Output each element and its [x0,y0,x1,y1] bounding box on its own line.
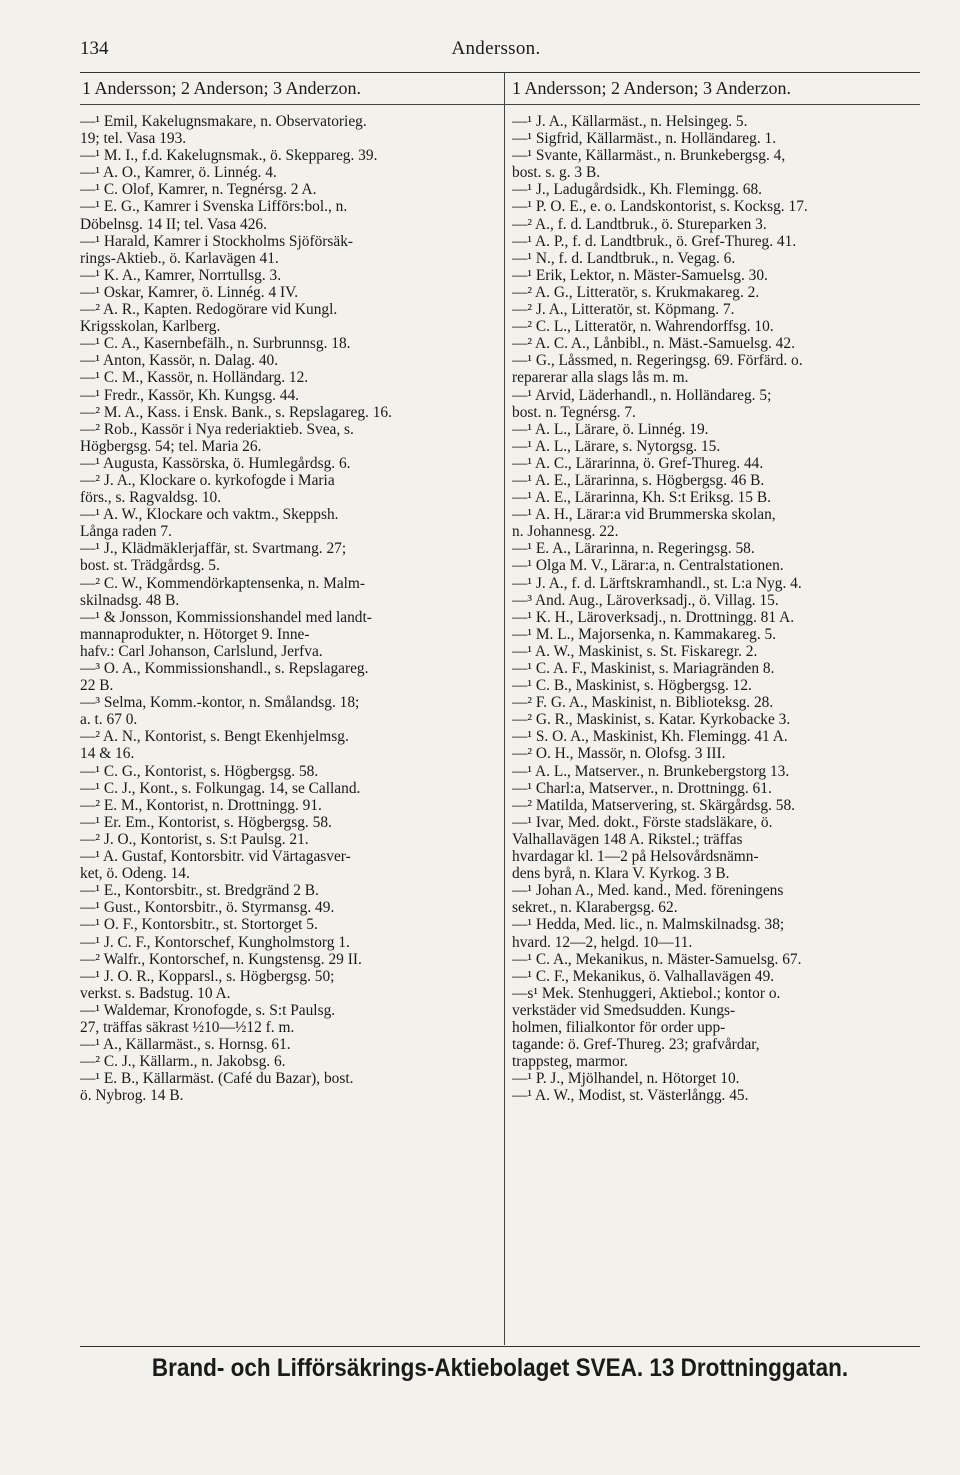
directory-entry-line: —¹ A. C., Lärarinna, ö. Gref-Thureg. 44. [512,454,764,472]
column-divider [504,73,505,1345]
directory-entry-line: —¹ K. A., Kamrer, Norrtullsg. 3. [80,266,282,284]
directory-entry-line: —¹ Anton, Kassör, n. Dalag. 40. [80,352,279,370]
directory-entry-line: verkstäder vid Smedsudden. Kungs- [512,1001,736,1019]
directory-entry-line: —¹ J. C. F., Kontorschef, Kungholmstorg 1. [80,933,350,951]
directory-entry-line: Döbelnsg. 14 II; tel. Vasa 426. [80,215,267,233]
directory-entry-line: —¹ O. F., Kontorsbitr., st. Stortorget 5. [80,916,318,934]
directory-entry-line: holmen, filialkontor för order upp- [512,1018,726,1036]
directory-entry-line: Krigsskolan, Karlberg. [80,318,221,336]
directory-entry-line: hvard. 12—2, helgd. 10—11. [512,933,693,951]
directory-entry-line: —² G. R., Maskinist, s. Katar. Kyrkobacke 3. [512,711,791,729]
directory-entry-line: —¹ Sigfrid, Källarmäst., n. Holländareg. 1. [512,130,777,148]
directory-entry-line: —¹ C. J., Kont., s. Folkungag. 14, se Calland. [80,779,361,797]
directory-entry-line: —¹ A., Källarmäst., s. Hornsg. 61. [80,1036,291,1054]
directory-entry-line: rings-Aktieb., ö. Karlavägen 41. [80,249,279,267]
directory-entry-line: —¹ Hedda, Med. lic., n. Malmskilnadsg. 38; [512,916,785,934]
directory-entry-line: förs., s. Ragvaldsg. 10. [80,489,222,507]
directory-entry-line: —² A. N., Kontorist, s. Bengt Ekenhjelmsg. [80,728,349,746]
directory-entry-line: 27, träffas säkrast ½10—½12 f. m. [80,1018,295,1036]
directory-entry-line: —¹ P. J., Mjölhandel, n. Hötorget 10. [512,1070,740,1088]
directory-entry-line: —¹ Emil, Kakelugnsmakare, n. Observatorieg. [80,113,367,130]
directory-entry-line: Valhallavägen 148 A. Rikstel.; träffas [512,830,743,848]
right-column [512,113,922,1104]
directory-entry-line: —¹ & Jonsson, Kommissionshandel med landt- [80,608,372,626]
directory-entry-line: reparerar alla slags lås m. m. [512,369,689,387]
directory-entry-line: —¹ Waldemar, Kronofogde, s. S:t Paulsg. [80,1001,336,1019]
directory-entry-line: —² Rob., Kassör i Nya rederiaktieb. Svea, s. [80,420,354,438]
directory-entry-line: dens byrå, n. Klara V. Kyrkog. 3 B. [512,865,730,883]
directory-entry-line: bost. s. g. 3 B. [512,164,601,182]
footer-rule [80,1346,920,1347]
directory-entry-line: bost. st. Trädgårdsg. 5. [80,557,220,575]
directory-entry-line: —² J. O., Kontorist, s. S:t Paulsg. 21. [80,830,309,848]
directory-entry-line: —¹ E. B., Källarmäst. (Café du Bazar), bost. [80,1070,354,1088]
directory-entry-line: —¹ Charl:a, Matserver., n. Drottningg. 61. [512,779,772,797]
directory-entry-line: —¹ Arvid, Läderhandl., n. Holländareg. 5; [512,386,772,404]
directory-entry-line: —¹ A. O., Kamrer, ö. Linnég. 4. [80,164,277,182]
directory-entry-line: —¹ A. H., Lärar:a vid Brummerska skolan, [512,506,776,524]
directory-entry-line: —² Matilda, Matservering, st. Skärgårdsg. 58. [512,796,796,814]
directory-entry-line: verkst. s. Badstug. 10 A. [80,984,231,1002]
directory-entry-line: —¹ S. O. A., Maskinist, Kh. Flemingg. 41 A. [512,728,788,746]
directory-entry-line: —² Walfr., Kontorschef, n. Kungstensg. 29 II. [80,950,362,968]
directory-entry-line: mannaprodukter, n. Hötorget 9. Inne- [80,625,310,643]
directory-entry-line: —¹ J., Klädmäklerjaffär, st. Svartmang. 27; [80,540,347,558]
running-head: Andersson. [451,38,541,59]
right-column-heading: 1 Andersson; 2 Anderson; 3 Anderzon. [512,78,791,98]
directory-entry-line: —¹ N., f. d. Landtbruk., n. Vegag. 6. [512,249,736,267]
directory-entry-line: —¹ C. Olof, Kamrer, n. Tegnérsg. 2 A. [80,181,317,199]
directory-entry-line: 19; tel. Vasa 193. [80,130,187,148]
directory-entry-line: —² O. H., Massör, n. Olofsg. 3 III. [512,745,726,763]
directory-entry-line: n. Johannesg. 22. [512,523,619,541]
directory-entry-line: —¹ E. A., Lärarinna, n. Regeringsg. 58. [512,540,755,558]
directory-entry-line: —¹ C. F., Mekanikus, ö. Valhallavägen 49. [512,967,775,985]
directory-entry-line: —¹ C. A. F., Maskinist, s. Mariagränden 8. [512,660,775,677]
directory-entry-line: skilnadsg. 48 B. [80,591,180,609]
header-rule [80,72,920,73]
directory-entry-line: —¹ K. H., Läroverksadj., n. Drottningg. 81 A. [512,608,795,626]
directory-entry-line: —² J. A., Klockare o. kyrkofogde i Maria [80,471,335,489]
directory-entry-line: ö. Nybrog. 14 B. [80,1087,184,1105]
directory-entry-line: 22 B. [80,677,114,695]
directory-entry-line: bost. n. Tegnérsg. 7. [512,403,636,421]
directory-entry-line: —¹ A. P., f. d. Landtbruk., ö. Gref-Thureg. 41. [512,232,797,250]
directory-entry-line: —¹ A. L., Lärare, s. Nytorgsg. 15. [512,437,721,455]
directory-entry-line: —¹ C. M., Kassör, n. Holländarg. 12. [80,369,309,387]
directory-entry-line: —¹ E. G., Kamrer i Svenska Lifförs:bol., n. [80,198,348,216]
left-column-heading: 1 Andersson; 2 Anderson; 3 Anderzon. [82,78,361,98]
directory-entry-line: —² A., f. d. Landtbruk., ö. Stureparken 3. [512,215,767,233]
directory-entry-line: 14 & 16. [80,745,135,763]
directory-entry-line: —¹ J., Ladugårdsidk., Kh. Flemingg. 68. [512,181,762,199]
directory-entry-line: —¹ Fredr., Kassör, Kh. Kungsg. 44. [80,386,300,404]
directory-entry-line: hafv.: Carl Johanson, Carlslund, Jerfva. [80,642,323,660]
directory-entry-line: —³ And. Aug., Läroverksadj., ö. Villag. 15. [512,591,779,609]
directory-entry-line: —¹ C. A., Kasernbefälh., n. Surbrunnsg. 18. [80,335,351,353]
directory-entry-line: sekret., n. Klarabergsg. 62. [512,899,678,917]
directory-entry-line: —² C. L., Litteratör, n. Wahrendorffsg. 10. [512,318,774,336]
page-number: 134 [80,38,109,59]
directory-entry-line: —¹ Svante, Källarmäst., n. Brunkebergsg. 4, [512,147,786,165]
left-column [80,113,500,1104]
directory-entry-line: ket, ö. Odeng. 14. [80,865,190,883]
directory-entry-line: —¹ Ivar, Med. dokt., Förste stadsläkare, ö. [512,813,773,831]
directory-entry-line: —¹ Augusta, Kassörska, ö. Humlegårdsg. 6. [80,454,351,472]
directory-entry-line: hvardagar kl. 1—2 på Helsovårdsnämn- [512,848,759,866]
directory-entry-line: —¹ J. O. R., Kopparsl., s. Högbergsg. 50; [80,967,335,985]
directory-entry-line: —¹ A. E., Lärarinna, Kh. S:t Eriksg. 15 B. [512,489,771,507]
directory-entry-line: —s¹ Mek. Stenhuggeri, Aktiebol.; kontor o. [512,984,781,1002]
directory-entry-line: —¹ A. W., Modist, st. Västerlångg. 45. [512,1087,749,1105]
directory-entry-line: —¹ C. G., Kontorist, s. Högbergsg. 58. [80,762,319,780]
directory-entry-line: —¹ P. O. E., e. o. Landskontorist, s. Kocksg. 17. [512,198,808,216]
directory-entry-line: —² J. A., Litteratör, st. Köpmang. 7. [512,301,735,319]
directory-entry-line: —¹ Oskar, Kamrer, ö. Linnég. 4 IV. [80,283,299,301]
directory-entry-line: —¹ G., Låssmed, n. Regeringsg. 69. Förfärd. o. [512,352,803,370]
directory-entry-line: —¹ A. W., Maskinist, s. St. Fiskaregr. 2. [512,642,758,660]
directory-entry-line: —² A. R., Kapten. Redogörare vid Kungl. [80,301,338,319]
directory-entry-line: —¹ A. L., Lärare, ö. Linnég. 19. [512,420,709,438]
directory-entry-line: —¹ M. I., f.d. Kakelugnsmak., ö. Skeppareg. 39. [80,147,378,165]
directory-entry-line: Långa raden 7. [80,523,172,541]
directory-entry-line: —¹ Gust., Kontorsbitr., ö. Styrmansg. 49. [80,899,335,917]
directory-entry-line: —¹ Olga M. V., Lärar:a, n. Centralstationen. [512,557,784,575]
directory-entry-line: —³ Selma, Komm.-kontor, n. Smålandsg. 18; [80,694,360,712]
directory-entry-line: —¹ Erik, Lektor, n. Mäster-Samuelsg. 30. [512,266,768,284]
directory-entry-line: —¹ E., Kontorsbitr., st. Bredgränd 2 B. [80,882,319,900]
directory-entry-line: —¹ A. Gustaf, Kontorsbitr. vid Värtagasver- [80,848,351,866]
directory-entry-line: trappsteg, marmor. [512,1053,628,1071]
directory-entry-line: —¹ C. B., Maskinist, s. Högbergsg. 12. [512,677,752,695]
directory-entry-line: —³ O. A., Kommissionshandl., s. Repslagareg. [80,660,369,677]
directory-entry-line: tagande: ö. Gref-Thureg. 23; grafvårdar, [512,1036,760,1054]
directory-entry-line: —² M. A., Kass. i Ensk. Bank., s. Repslagareg. 16. [80,403,392,421]
directory-entry-line: a. t. 67 0. [80,711,138,729]
directory-entry-line: —¹ J. A., f. d. Lärftskramhandl., st. L:a Nyg. 4. [512,574,802,592]
directory-entry-line: —¹ A. L., Matserver., n. Brunkebergstorg 13. [512,762,790,780]
column-heading-rule [80,104,920,105]
directory-entry-line: —¹ Harald, Kamrer i Stockholms Sjöförsäk- [80,232,354,250]
directory-entry-line: —² C. J., Källarm., n. Jakobsg. 6. [80,1053,286,1071]
directory-entry-line: —² F. G. A., Maskinist, n. Biblioteksg. 28. [512,694,774,712]
directory-entry-line: —¹ Johan A., Med. kand., Med. föreningens [512,882,784,900]
directory-entry-line: —² A. G., Litteratör, s. Krukmakareg. 2. [512,283,760,301]
directory-entry-line: —¹ M. L., Majorsenka, n. Kammakareg. 5. [512,625,777,643]
directory-entry-line: —¹ C. A., Mekanikus, n. Mäster-Samuelsg. 67. [512,950,802,968]
directory-entry-line: —¹ A. W., Klockare och vaktm., Skeppsh. [80,506,339,524]
directory-entry-line: —² C. W., Kommendörkaptensenka, n. Malm- [80,574,366,592]
page-header [80,38,912,68]
directory-entry-line: —² E. M., Kontorist, n. Drottningg. 91. [80,796,322,814]
directory-entry-line: —¹ A. E., Lärarinna, s. Högbergsg. 46 B. [512,471,765,489]
footer-advertisement: Brand- och Lifförsäkrings-Aktiebolaget SVEA. 13 Drottninggatan. [151,1354,849,1382]
directory-entry-line: —² A. C. A., Lånbibl., n. Mäst.-Samuelsg. 42. [512,335,795,353]
directory-entry-line: Högbergsg. 54; tel. Maria 26. [80,437,262,455]
directory-entry-line: —¹ Er. Em., Kontorist, s. Högbergsg. 58. [80,813,332,831]
directory-entry-line: —¹ J. A., Källarmäst., n. Helsingeg. 5. [512,113,748,130]
